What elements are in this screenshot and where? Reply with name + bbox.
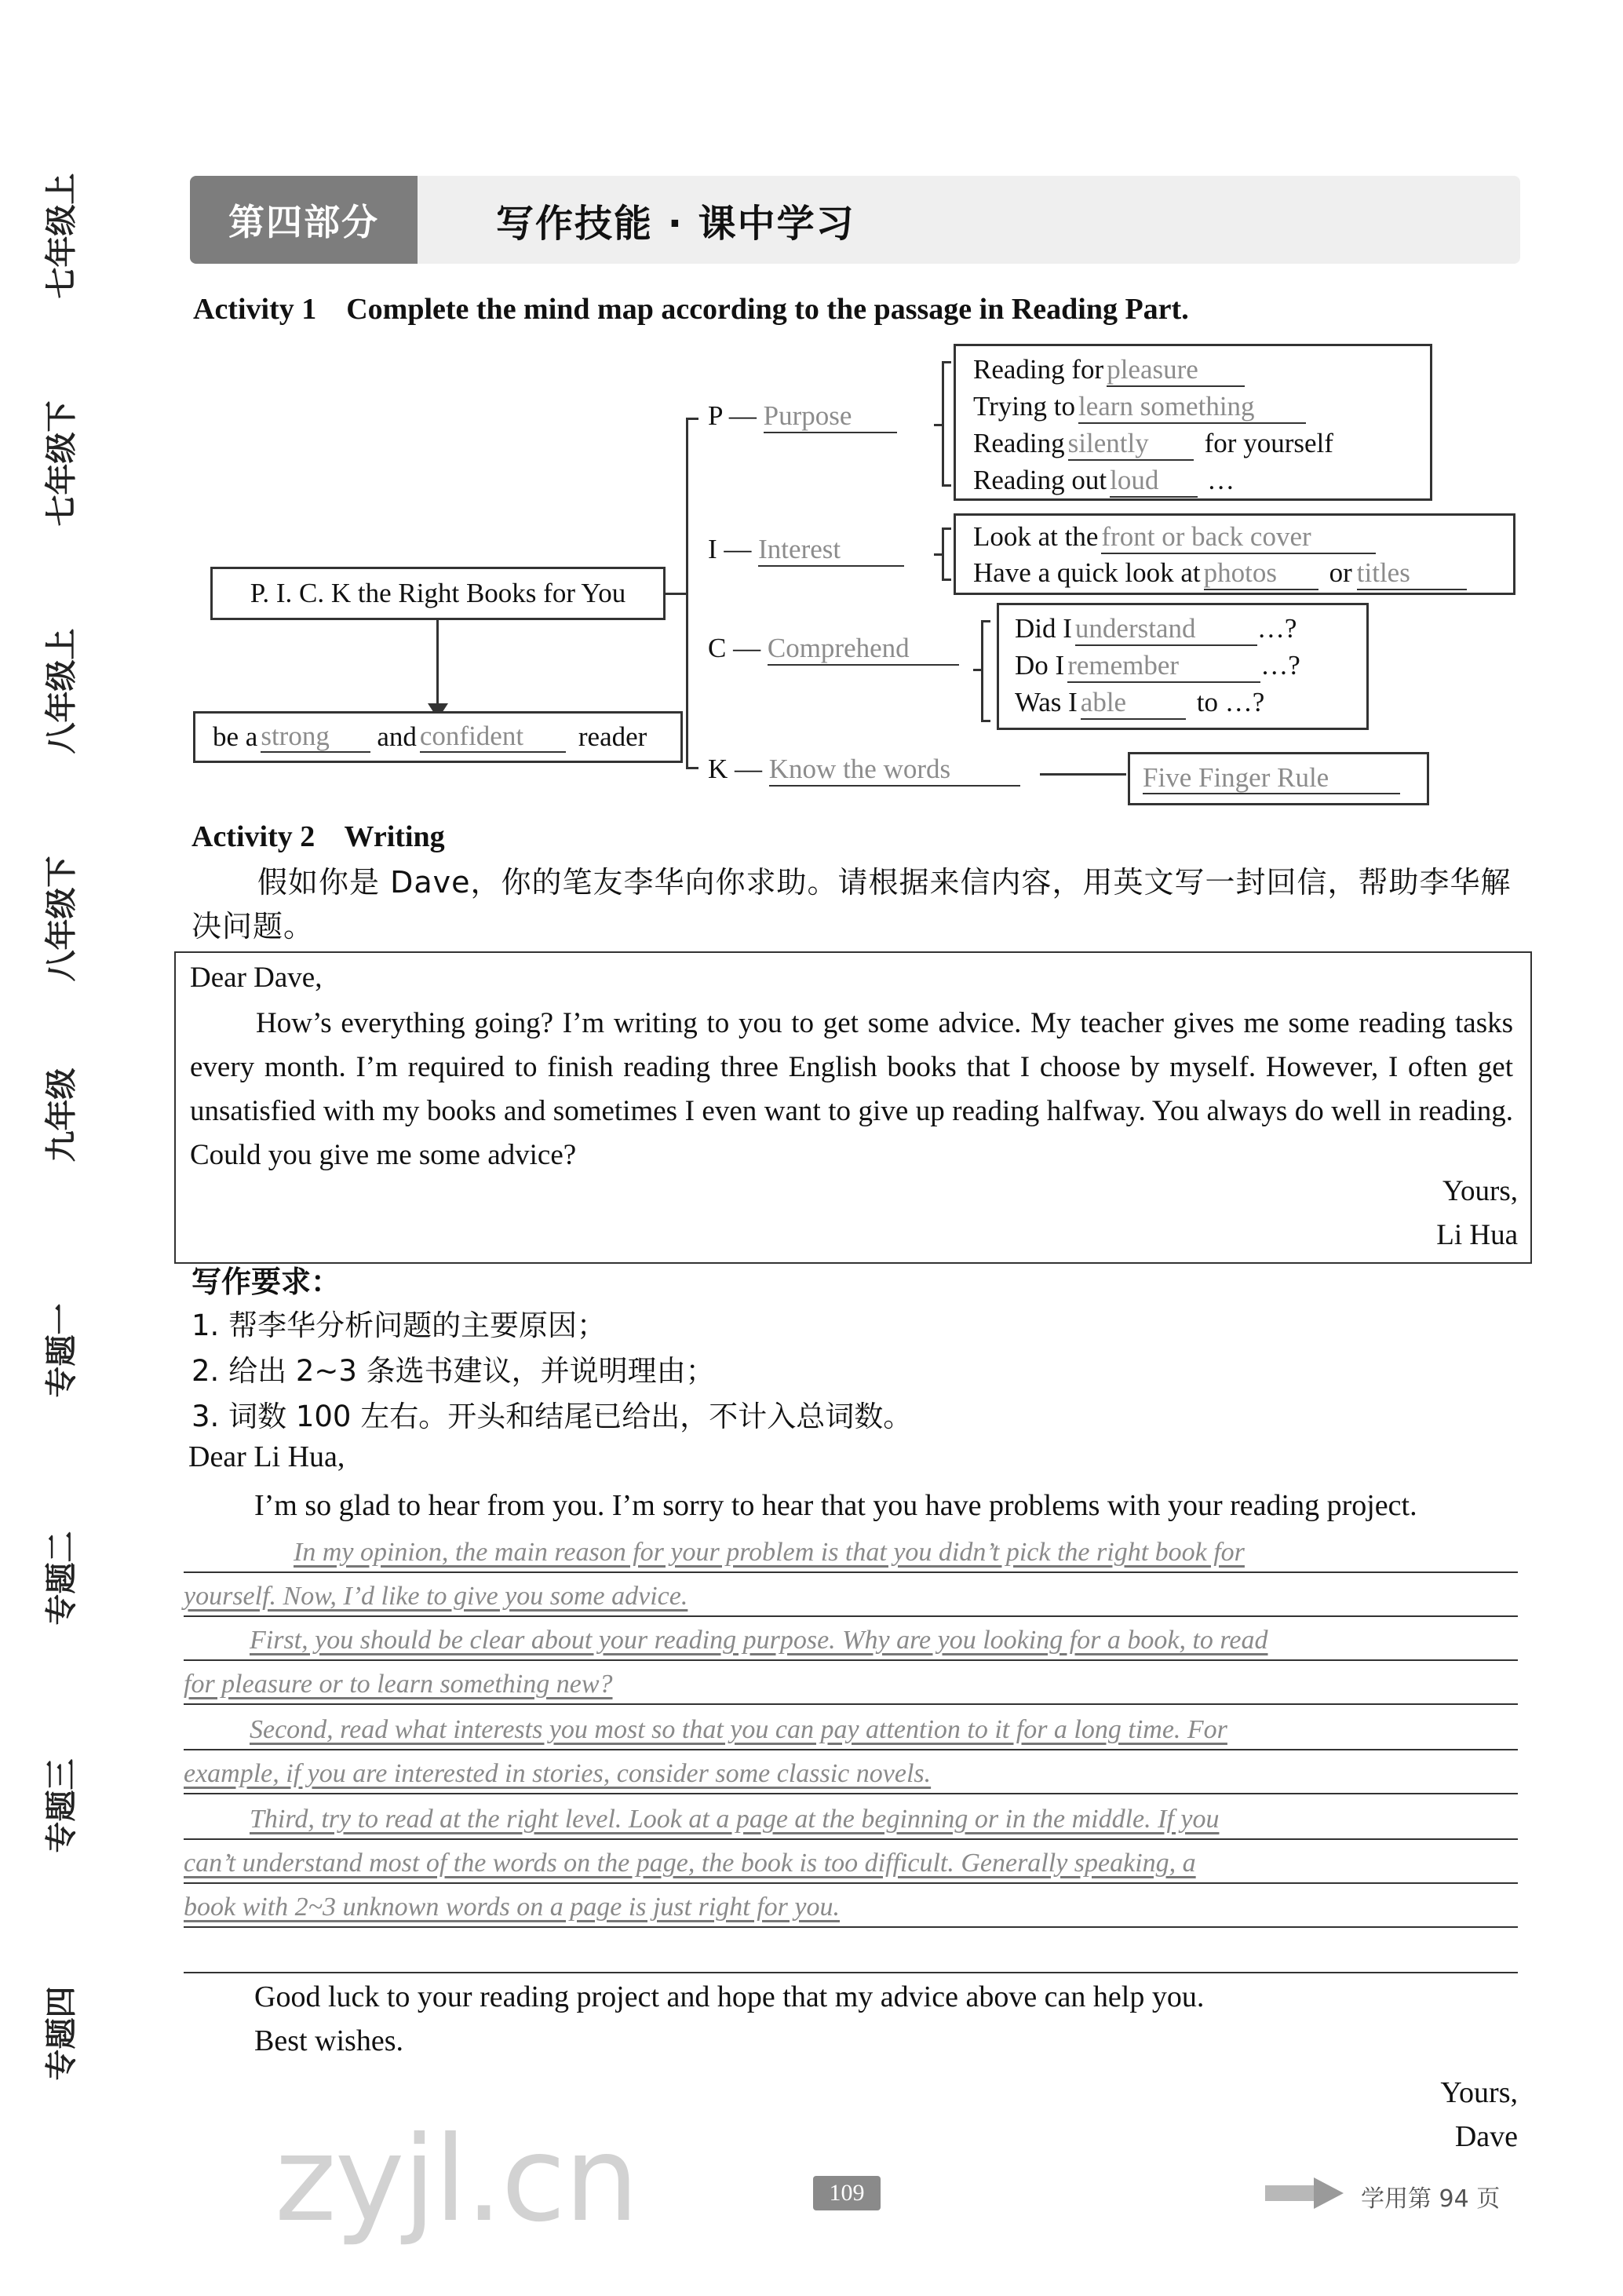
p-item-1-prefix: Reading for — [973, 354, 1104, 385]
i-items-box — [954, 513, 1515, 595]
section-tag: 第四部分 — [190, 176, 418, 264]
side-tab-label: 七年级上 — [43, 173, 80, 298]
side-tab-grade7-second[interactable] — [31, 361, 86, 565]
p-items-box — [954, 344, 1432, 501]
section-title: 写作技能 · 课中学习 — [496, 201, 855, 246]
next-page-label[interactable]: 学用第 94 页 — [1361, 2185, 1501, 2213]
reply-opening: I’m so glad to hear from you. I’m sorry to hear that you have problems with your reading project. — [254, 1489, 1417, 1522]
branch-p-letter: P — — [708, 400, 757, 431]
answer-line[interactable]: Second, read what interests you most so that you can pay attention to it for a long time. For — [250, 1715, 1227, 1744]
letter-signature: Li Hua — [1436, 1219, 1518, 1251]
p-item-1 — [973, 351, 1430, 388]
p-item-2-answer[interactable]: learn something — [1078, 392, 1306, 424]
requirements-list — [191, 1303, 912, 1440]
c-bracket-top — [981, 620, 990, 622]
writing-rule — [184, 1659, 1518, 1661]
c-item-3-prefix: Was I — [1015, 687, 1078, 717]
letter-greeting: Dear Dave, — [190, 962, 323, 994]
mindmap-goal-box — [193, 711, 683, 763]
writing-rule — [184, 1615, 1518, 1617]
side-tab-topic4[interactable] — [31, 1931, 86, 2135]
branch-i-answer[interactable]: Interest — [758, 535, 904, 567]
reply-signature: Dave — [1454, 2120, 1518, 2153]
side-tab-label: 专题一 — [43, 1303, 80, 1397]
section-header — [190, 176, 1520, 264]
c-bracket-tick — [973, 669, 983, 671]
goal-prefix: be a — [213, 721, 258, 752]
goal-mid: and — [377, 721, 417, 752]
requirements-title: 写作要求： — [191, 1265, 341, 1299]
side-tab-label: 专题二 — [43, 1531, 80, 1625]
i-item-2-answer2[interactable]: titles — [1357, 558, 1467, 590]
p-bracket-bottom — [942, 484, 951, 487]
answer-line[interactable]: Third, try to read at the right level. Look at a page at the beginning or in the middle. If you — [250, 1805, 1220, 1834]
spine-cap-top — [686, 418, 698, 420]
answer-line[interactable]: for pleasure or to learn something new? — [184, 1670, 613, 1699]
writing-rule — [184, 1882, 1518, 1884]
requirement-item: 1. 帮李华分析问题的主要原因； — [191, 1309, 607, 1342]
c-bracket — [981, 620, 983, 722]
mindmap-root-label: P. I. C. K the Right Books for You — [250, 578, 626, 608]
requirement-item: 2. 给出 2~3 条选书建议，并说明理由； — [191, 1354, 715, 1388]
branch-p-answer[interactable]: Purpose — [764, 401, 897, 433]
c-item-1 — [1015, 610, 1366, 647]
i-bracket-bottom — [942, 579, 951, 581]
branch-k — [708, 754, 1020, 787]
writing-rule — [184, 1838, 1518, 1840]
branch-i-letter: I — — [708, 534, 752, 564]
c-item-2-prefix: Do I — [1015, 650, 1065, 681]
branch-c-answer[interactable]: Comprehend — [768, 633, 959, 666]
writing-rule — [184, 1793, 1518, 1794]
i-item-2-mid: or — [1329, 557, 1352, 588]
requirement-item: 3. 词数 100 左右。开头和结尾已给出，不计入总词数。 — [191, 1400, 913, 1433]
activity2-title: Activity 2 Writing — [191, 820, 445, 853]
answer-line[interactable]: yourself. Now, I’d like to give you some advice. — [184, 1582, 688, 1611]
i-item-2 — [973, 555, 1513, 591]
writing-rule — [184, 1571, 1518, 1573]
letter-box — [174, 951, 1532, 1264]
p-item-4 — [973, 462, 1430, 498]
side-tab-topic2[interactable] — [31, 1476, 86, 1680]
p-item-4-answer[interactable]: loud — [1110, 465, 1198, 498]
c-item-3 — [1015, 684, 1366, 721]
p-item-3-suffix: for yourself — [1204, 428, 1333, 458]
branch-p — [708, 400, 897, 433]
c-item-2-answer[interactable]: remember — [1067, 651, 1260, 683]
branch-c — [708, 633, 959, 666]
arrow-line — [436, 620, 439, 706]
reply-closing: Yours, — [1440, 2076, 1518, 2109]
mindmap-spine — [686, 418, 688, 769]
p-item-2 — [973, 388, 1430, 425]
p-item-3-answer[interactable]: silently — [1068, 429, 1194, 461]
c-item-1-suffix: …? — [1256, 613, 1297, 644]
i-item-1-answer[interactable]: front or back cover — [1101, 522, 1376, 554]
p-item-4-prefix: Reading out — [973, 465, 1107, 495]
answer-line[interactable]: In my opinion, the main reason for your problem is that you didn’t pick the right book for — [294, 1538, 1245, 1567]
goal-blank-confident[interactable]: confident — [420, 721, 566, 754]
writing-rule — [184, 1926, 1518, 1928]
activity1-title: Activity 1 Complete the mind map according to the passage in Reading Part. — [193, 293, 1189, 326]
i-bracket-tick — [934, 553, 943, 556]
p-bracket-tick — [934, 424, 943, 426]
activity2-instruction: 假如你是 Dave，你的笔友李华向你求助。请根据来信内容，用英文写一封回信，帮助李华解决问题。 — [191, 865, 1512, 944]
letter-closing: Yours, — [1442, 1175, 1518, 1207]
i-item-1-prefix: Look at the — [973, 521, 1099, 552]
side-tab-grade9[interactable] — [31, 1013, 86, 1217]
i-item-1 — [973, 519, 1513, 555]
writing-rule — [184, 1703, 1518, 1705]
writing-rule — [184, 1749, 1518, 1750]
side-tab-label: 专题四 — [43, 1986, 80, 2080]
answer-line[interactable]: book with 2~3 unknown words on a page is just right for you. — [184, 1893, 840, 1922]
side-tab-label: 八年级下 — [43, 856, 80, 981]
p-item-4-suffix: … — [1207, 465, 1235, 495]
c-item-2-suffix: …? — [1260, 650, 1300, 681]
branch-k-letter: K — — [708, 754, 763, 784]
side-tab-topic1[interactable] — [31, 1248, 86, 1452]
p-bracket-top — [942, 361, 951, 363]
side-tab-label: 七年级下 — [43, 400, 80, 526]
reply-ending: Good luck to your reading project and hope that my advice above can help you. — [254, 1980, 1205, 2013]
connector — [666, 593, 686, 595]
answer-line[interactable]: First, you should be clear about your reading purpose. Why are you looking for a book, to read — [250, 1626, 1268, 1655]
letter-body: How’s everything going? I’m writing to you to get some advice. My teacher gives me some reading tasks every month. I’m required to finish reading three English books that I choose by myself. However, I often get unsatisfied with my books and sometimes I even want to give up reading halfway. You always do well in reading. Could you give me some advice? — [190, 1007, 1513, 1171]
spine-cap-bottom — [686, 767, 698, 769]
c-item-3-answer[interactable]: able — [1081, 688, 1186, 720]
i-item-2-prefix: Have a quick look at — [973, 557, 1201, 588]
page-number: 109 — [813, 2176, 881, 2210]
p-item-2-prefix: Trying to — [973, 391, 1076, 422]
c-item-1-answer[interactable]: understand — [1075, 614, 1257, 646]
side-tab-grade7-first[interactable] — [31, 133, 86, 338]
k-connector — [1040, 773, 1126, 776]
p-item-3-prefix: Reading — [973, 428, 1065, 458]
goal-blank-strong[interactable]: strong — [261, 721, 370, 754]
side-tab-grade8-second[interactable] — [31, 816, 86, 1020]
answer-line[interactable]: example, if you are interested in stories, consider some classic novels. — [184, 1759, 932, 1788]
goal-suffix: reader — [578, 721, 647, 752]
answer-line[interactable]: can’t understand most of the words on the page, the book is too difficult. Generally speaking, a — [184, 1849, 1196, 1878]
k-box — [1128, 752, 1429, 805]
c-item-2 — [1015, 647, 1366, 684]
k-box-answer[interactable]: Five Finger Rule — [1143, 763, 1400, 795]
side-tab-topic3[interactable] — [31, 1703, 86, 1907]
i-item-2-answer[interactable]: photos — [1204, 558, 1318, 590]
c-item-1-prefix: Did I — [1015, 613, 1072, 644]
branch-i — [708, 534, 904, 567]
next-arrow-icon[interactable] — [1265, 2177, 1344, 2209]
reply-greeting: Dear Li Hua, — [188, 1440, 345, 1473]
reply-wishes: Best wishes. — [254, 2024, 403, 2057]
writing-rule — [184, 1972, 1518, 1973]
c-bracket-bottom — [981, 720, 990, 722]
watermark-logo: zyjl.cn — [275, 2112, 638, 2248]
mindmap-root-box — [210, 567, 666, 620]
side-navigation — [0, 0, 102, 2296]
side-tab-label: 专题三 — [43, 1758, 80, 1852]
c-item-3-suffix: to …? — [1196, 687, 1265, 717]
branch-k-answer[interactable]: Know the words — [769, 754, 1020, 787]
side-tab-label: 九年级 — [43, 1068, 80, 1162]
i-bracket-top — [942, 527, 951, 530]
p-item-3 — [973, 425, 1430, 462]
side-tab-grade8-first[interactable] — [31, 589, 86, 793]
p-item-1-answer[interactable]: pleasure — [1107, 355, 1245, 387]
branch-c-letter: C — — [708, 633, 761, 663]
c-items-box — [997, 603, 1369, 730]
side-tab-label: 八年级上 — [43, 628, 80, 754]
